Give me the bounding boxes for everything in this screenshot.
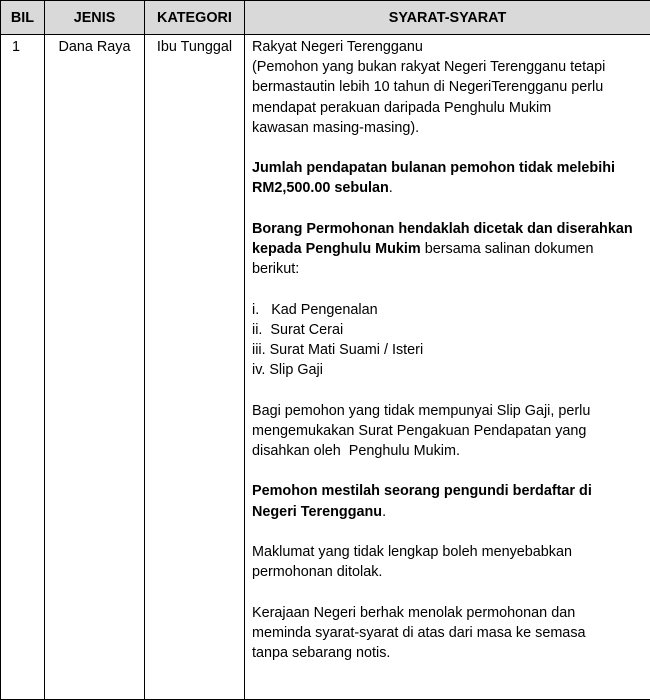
- spacer: [252, 199, 646, 219]
- residency-note-line: mendapat perakuan daripada Penghulu Mukim: [252, 98, 646, 118]
- spacer: [252, 522, 646, 542]
- header-kategori: KATEGORI: [145, 1, 245, 35]
- residency-note-line: bermastautin lebih 10 tahun di NegeriTerengganu perlu: [252, 77, 646, 97]
- payslip-note-line: disahkan oleh Penghulu Mukim.: [252, 441, 646, 461]
- form-submission-line: [252, 239, 646, 259]
- voter-requirement-bold: Negeri Terengganu: [252, 504, 382, 520]
- state-rights-line: tanpa sebarang notis.: [252, 643, 646, 663]
- form-submission-rest: bersama salinan dokumen: [421, 241, 594, 257]
- voter-requirement-line: Pemohon mestilah seorang pengundi berdaftar di: [252, 481, 646, 501]
- income-limit-line: [252, 178, 646, 198]
- incomplete-info-line: Maklumat yang tidak lengkap boleh menyebabkan: [252, 542, 646, 562]
- header-jenis: JENIS: [45, 1, 145, 35]
- spacer: [252, 138, 646, 158]
- spacer: [252, 582, 646, 602]
- state-rights-line: meminda syarat-syarat di atas dari masa ke semasa: [252, 623, 646, 643]
- table-row: [1, 35, 650, 700]
- residency-line: Rakyat Negeri Terengganu: [252, 37, 646, 57]
- document-list-item: iv. Slip Gaji: [252, 360, 646, 380]
- form-submission-line: Borang Permohonan hendaklah dicetak dan diserahkan: [252, 219, 646, 239]
- document-list-item: ii. Surat Cerai: [252, 320, 646, 340]
- voter-requirement-line: [252, 502, 646, 522]
- spacer: [252, 380, 646, 400]
- state-rights-line: Kerajaan Negeri berhak menolak permohonan dan: [252, 603, 646, 623]
- header-bil: BIL: [1, 1, 45, 35]
- cell-jenis: Dana Raya: [45, 35, 145, 700]
- payslip-note-line: Bagi pemohon yang tidak mempunyai Slip Gaji, perlu: [252, 401, 646, 421]
- spacer: [252, 279, 646, 299]
- incomplete-info-line: permohonan ditolak.: [252, 562, 646, 582]
- residency-note-line: kawasan masing-masing).: [252, 118, 646, 138]
- header-syarat: SYARAT-SYARAT: [245, 1, 650, 35]
- payslip-note-line: mengemukakan Surat Pengakuan Pendapatan yang: [252, 421, 646, 441]
- form-submission-bold: kepada Penghulu Mukim: [252, 241, 421, 257]
- document-list-item: i. Kad Pengenalan: [252, 300, 646, 320]
- table-header-row: [1, 1, 650, 35]
- cell-syarat: [245, 35, 650, 700]
- income-limit-amount: RM2,500.00 sebulan: [252, 180, 389, 196]
- voter-requirement-end: .: [382, 504, 386, 520]
- spacer: [252, 461, 646, 481]
- cell-bil: 1: [1, 35, 45, 700]
- cell-kategori: Ibu Tunggal: [145, 35, 245, 700]
- form-submission-line: berikut:: [252, 259, 646, 279]
- document-list-item: iii. Surat Mati Suami / Isteri: [252, 340, 646, 360]
- residency-note-line: (Pemohon yang bukan rakyat Negeri Terengganu tetapi: [252, 57, 646, 77]
- income-limit-end: .: [389, 180, 393, 196]
- income-limit-line: Jumlah pendapatan bulanan pemohon tidak melebihi: [252, 158, 646, 178]
